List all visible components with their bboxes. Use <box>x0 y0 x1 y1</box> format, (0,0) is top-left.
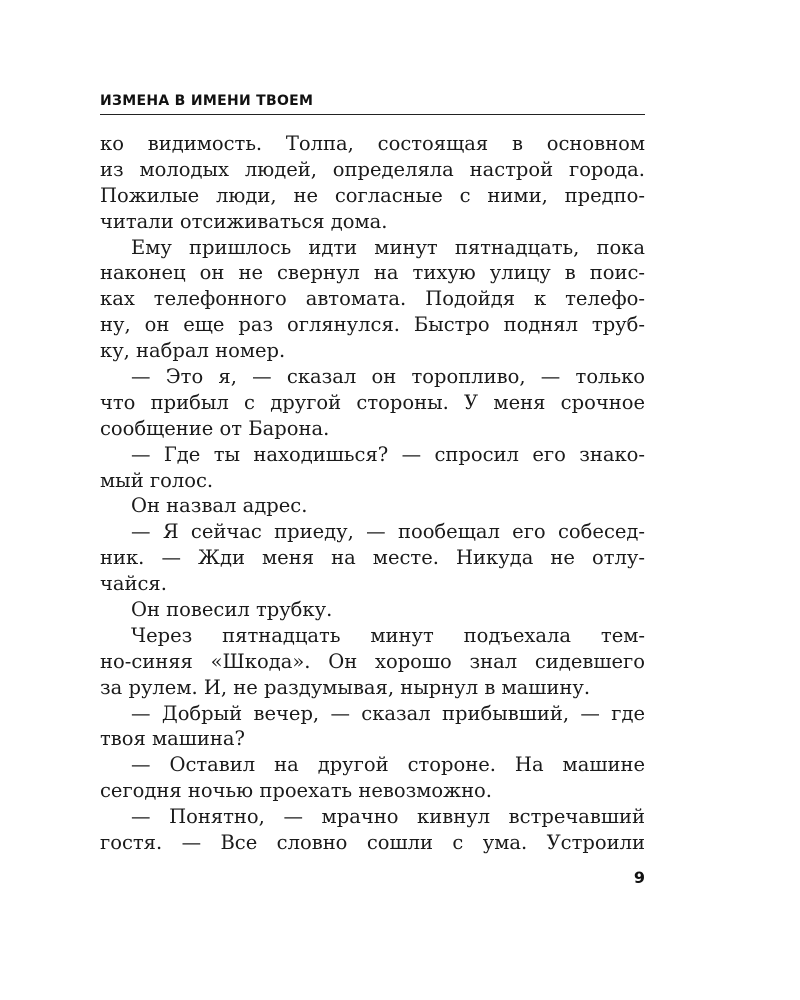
text-line: ках телефонного автомата. Подойдя к телефо- <box>100 287 645 311</box>
text-line: — Понятно, — мрачно кивнул встречавший <box>131 805 645 829</box>
text-line: твоя машина? <box>100 727 246 751</box>
text-line: чайся. <box>100 572 167 596</box>
text-line: — Я сейчас приеду, — пообещал его собесед- <box>131 520 645 544</box>
text-line: Он повесил трубку. <box>131 598 333 622</box>
text-line: наконец он не свернул на тихую улицу в поис- <box>100 261 645 285</box>
text-line: но-синяя «Шкода». Он хорошо знал сидевшего <box>100 649 645 673</box>
text-line: сегодня ночью проехать невозможно. <box>100 779 492 803</box>
text-line: за рулем. И, не раздумывая, нырнул в машину. <box>100 675 591 699</box>
text-line: гостя. — Все словно сошли с ума. Устроили <box>100 831 645 855</box>
body-text <box>100 131 645 856</box>
text-line: сообщение от Барона. <box>100 416 330 440</box>
text-line: — Добрый вечер, — сказал прибывший, — где <box>131 701 645 725</box>
text-line: Он назвал адрес. <box>131 494 308 518</box>
text-line: ко видимость. Толпа, состоящая в основном <box>100 132 645 155</box>
text-line: что прибыл с другой стороны. У меня срочное <box>100 390 645 414</box>
header-rule <box>100 114 645 115</box>
text-line: мый голос. <box>100 468 214 492</box>
text-line: Через пятнадцать минут подъехала тем- <box>131 623 645 647</box>
text-line: ку, набрал номер. <box>100 339 286 363</box>
text-line: ну, он еще раз оглянулся. Быстро поднял труб- <box>100 313 645 337</box>
text-line: ник. — Жди меня на месте. Никуда не отлу- <box>100 546 645 570</box>
text-line: — Где ты находишься? — спросил его знако- <box>131 442 645 466</box>
text-line: — Это я, — сказал он торопливо, — только <box>131 365 645 389</box>
text-line: из молодых людей, определяла настрой города. <box>100 157 645 181</box>
text-line: Ему пришлось идти минут пятнадцать, пока <box>131 235 645 259</box>
running-title: ИЗМЕНА В ИМЕНИ ТВОЕМ <box>100 93 314 109</box>
text-line: Пожилые люди, не согласные с ними, предпо- <box>100 183 645 207</box>
text-line: — Оставил на другой стороне. На машине <box>131 753 645 777</box>
text-line: читали отсиживаться дома. <box>100 209 388 233</box>
page-number: 9 <box>633 868 645 887</box>
